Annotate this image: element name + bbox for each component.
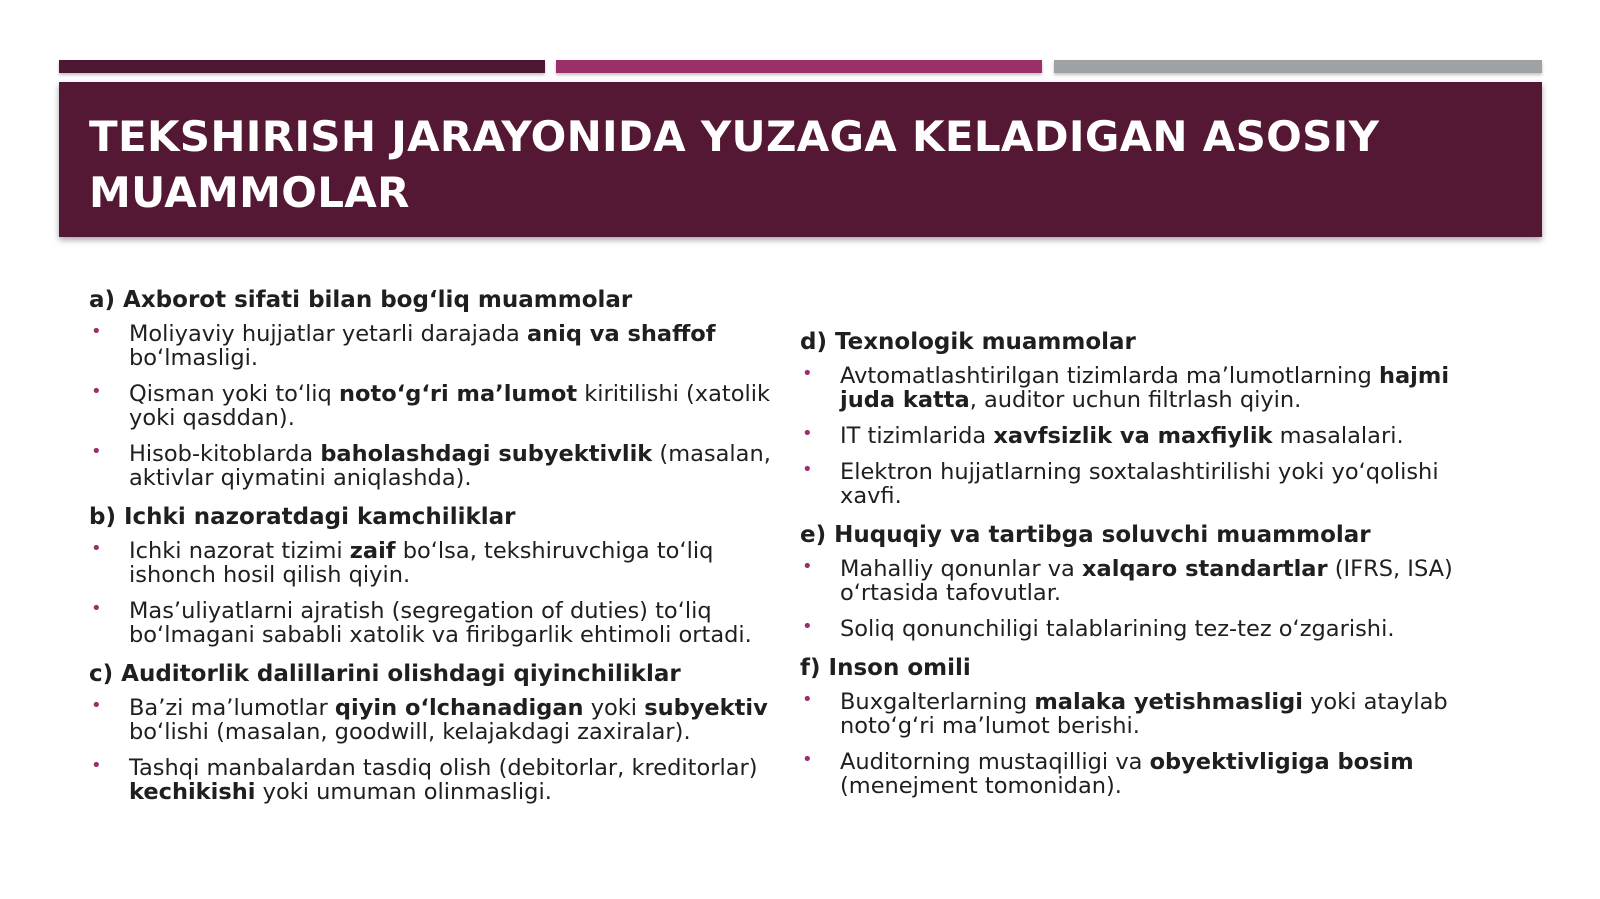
section-heading: b) Ichki nazoratdagi kamchiliklar [89, 504, 516, 530]
bullet-segment: yoki ataylab noto‘g‘ri ma’lumot berishi. [840, 689, 1448, 739]
section-heading: d) Texnologik muammolar [800, 329, 1136, 355]
bullet-item [89, 322, 789, 370]
bullet-dot-icon: • [802, 689, 813, 710]
section-heading: e) Huquqiy va tartibga soluvchi muammolar [800, 522, 1371, 548]
bullet-text [129, 381, 770, 431]
accent-bar-gray [1054, 60, 1542, 73]
right-column [800, 327, 1500, 810]
bullet-list [89, 322, 789, 490]
bullet-emphasis: hajmi juda katta [840, 363, 1450, 413]
bullet-segment: (IFRS, ISA) o‘rtasida tafovutlar. [840, 556, 1453, 606]
title-band [59, 82, 1542, 237]
bullet-dot-icon: • [91, 538, 102, 559]
bullet-dot-icon: • [802, 423, 813, 444]
bullet-text [840, 423, 1404, 449]
bullet-item [800, 424, 1500, 448]
bullet-item [89, 599, 789, 647]
bullet-dot-icon: • [91, 598, 102, 619]
bullet-segment: Ichki nazorat tizimi [129, 538, 350, 564]
bullet-item [800, 364, 1500, 412]
bullet-text [840, 689, 1448, 739]
bullet-segment: Hisob-kitoblarda [129, 441, 321, 467]
bullet-emphasis: malaka yetishmasligi [1034, 689, 1303, 715]
bullet-dot-icon: • [802, 749, 813, 770]
bullet-item [89, 382, 789, 430]
bullet-dot-icon: • [91, 755, 102, 776]
bullet-segment: masalalari. [1272, 423, 1404, 449]
accent-bar-dark [59, 60, 545, 73]
bullet-segment: Moliyaviy hujjatlar yetarli darajada [129, 321, 527, 347]
bullet-text [129, 598, 752, 648]
bullet-emphasis: aniq va shaffof [526, 321, 716, 347]
bullet-dot-icon: • [91, 321, 102, 342]
bullet-segment: Qisman yoki to‘liq [129, 381, 339, 407]
bullet-item [89, 539, 789, 587]
bullet-text [840, 459, 1439, 509]
bullet-text [840, 749, 1414, 799]
bullet-text [129, 538, 713, 588]
section-heading: c) Auditorlik dalillarini olishdagi qiyinchiliklar [89, 661, 681, 687]
bullet-emphasis: noto‘g‘ri ma’lumot [339, 381, 578, 407]
bullet-emphasis: obyektivligiga bosim [1149, 749, 1414, 775]
bullet-dot-icon: • [91, 381, 102, 402]
bullet-segment: kiritilishi (xatolik yoki qasddan). [129, 381, 771, 431]
bullet-segment: bo‘lishi (masalan, goodwill, kelajakdagi zaxiralar). [129, 719, 691, 745]
bullet-segment: (masalan, aktivlar qiymatini aniqlashda). [129, 441, 771, 491]
bullet-text [129, 441, 771, 491]
bullet-emphasis: zaif [349, 538, 396, 564]
bullet-emphasis: qiyin o‘lchanadigan [334, 695, 584, 721]
section-heading: f) Inson omili [800, 655, 971, 681]
bullet-emphasis: xalqaro standartlar [1082, 556, 1328, 582]
bullet-dot-icon: • [802, 616, 813, 637]
bullet-segment: yoki [583, 695, 645, 721]
bullet-list [800, 690, 1500, 798]
bullet-text [129, 755, 758, 805]
bullet-list [800, 364, 1500, 508]
bullet-text [129, 321, 716, 371]
bullet-list [800, 557, 1500, 641]
bullet-segment: Elektron hujjatlarning soxtalashtirilishi yoki yo‘qolishi xavfi. [840, 459, 1439, 509]
bullet-text [840, 616, 1394, 642]
bullet-segment: Ba’zi ma’lumotlar [129, 695, 335, 721]
bullet-segment: yoki umuman olinmasligi. [255, 779, 552, 805]
bullet-emphasis: xavfsizlik va maxfiylik [993, 423, 1273, 449]
bullet-item [800, 617, 1500, 641]
bullet-emphasis: kechikishi [129, 779, 256, 805]
bullet-dot-icon: • [802, 556, 813, 577]
bullet-item [800, 690, 1500, 738]
bullet-list [89, 696, 789, 804]
bullet-segment: Tashqi manbalardan tasdiq olish (debitorlar, kreditorlar) [129, 755, 758, 781]
bullet-list [89, 539, 789, 647]
bullet-text [840, 556, 1453, 606]
bullet-item [800, 750, 1500, 798]
bullet-item [800, 557, 1500, 605]
bullet-segment: , auditor uchun filtrlash qiyin. [969, 387, 1302, 413]
bullet-segment: IT tizimlarida [840, 423, 994, 449]
bullet-segment: (menejment tomonidan). [840, 773, 1122, 799]
bullet-text [129, 695, 768, 745]
bullet-dot-icon: • [802, 363, 813, 384]
bullet-item [89, 756, 789, 804]
bullet-text [840, 363, 1449, 413]
bullet-segment: Soliq qonunchiligi talablarining tez-tez o‘zgarishi. [840, 616, 1395, 642]
bullet-item [89, 696, 789, 744]
bullet-item [89, 442, 789, 490]
bullet-dot-icon: • [802, 459, 813, 480]
left-column [89, 285, 789, 816]
accent-bar-magenta [556, 60, 1042, 73]
bullet-segment: Mahalliy qonunlar va [840, 556, 1082, 582]
section-heading: a) Axborot sifati bilan bog‘liq muammolar [89, 287, 633, 313]
bullet-dot-icon: • [91, 441, 102, 462]
bullet-segment: Mas’uliyatlarni ajratish (segregation of duties) to‘liq bo‘lmagani sababli xatolik va firibgarlik ehtimoli ortadi. [129, 598, 752, 648]
bullet-segment: bo‘lmasligi. [129, 345, 259, 371]
bullet-segment: Buxgalterlarning [840, 689, 1035, 715]
bullet-segment: bo‘lsa, tekshiruvchiga to‘liq ishonch hosil qilish qiyin. [129, 538, 714, 588]
bullet-segment: Avtomatlashtirilgan tizimlarda ma’lumotlarning [840, 363, 1379, 389]
bullet-emphasis: baholashdagi subyektivlik [320, 441, 653, 467]
bullet-segment: Auditorning mustaqilligi va [840, 749, 1150, 775]
bullet-item [800, 460, 1500, 508]
bullet-emphasis: subyektiv [644, 695, 768, 721]
bullet-dot-icon: • [91, 695, 102, 716]
slide-title: TEKSHIRISH JARAYONIDA YUZAGA KELADIGAN ASOSIY MUAMMOLAR [89, 112, 1380, 217]
